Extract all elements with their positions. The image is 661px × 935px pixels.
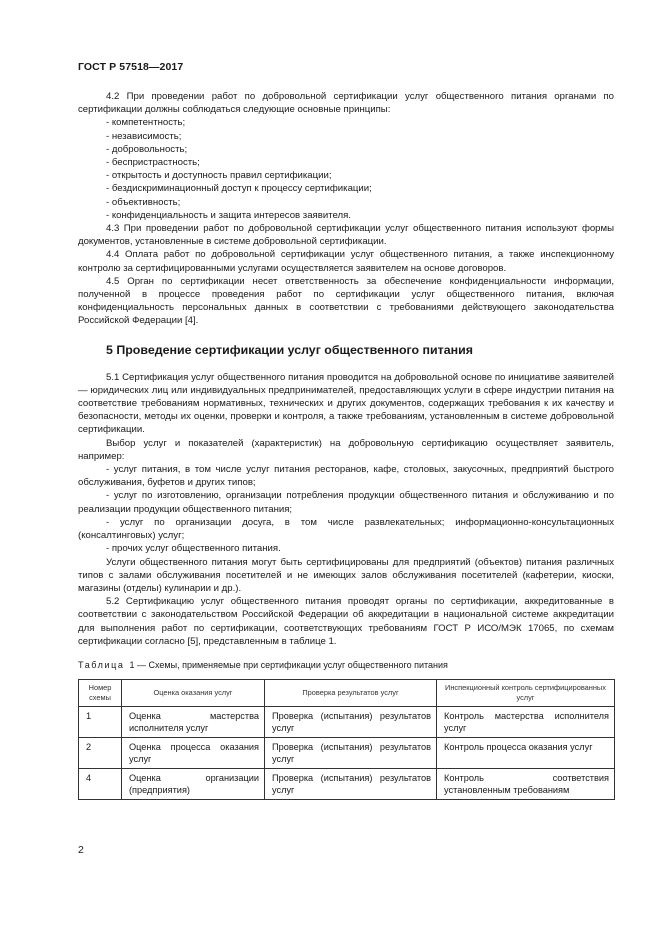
list-item: - объективность; [106,196,181,208]
list-item: - компетентность; [106,117,186,129]
document-header: ГОСТ Р 57518—2017 [78,61,184,73]
table-caption-word: Таблица [78,659,125,670]
table-cell: Оценка мастерства исполнителя услуг [122,707,265,738]
table-caption-text: 1 — Схемы, применяемые при сертификации услуг общественного питания [129,659,448,670]
header-cell: Номер схемы [79,680,122,707]
section-5-title: 5 Проведение сертификации услуг общественного питания [106,342,473,357]
table-row [79,738,615,769]
principles-list [78,116,614,222]
table-cell: Оценка организации (предприятия) [122,769,265,800]
paragraph-4-2: 4.2 При проведении работ по добровольной сертификации услуг общественного питания органами по сертификации должны соблюдаться следующие основные принципы: [78,91,614,116]
paragraph-4-3: 4.3 При проведении работ по добровольной сертификации услуг общественного питания используют формы документов, установленные в системе добровольной сертификации. [78,223,614,248]
paragraph-choice: Выбор услуг и показателей (характеристик) на добровольную сертификацию осуществляет заявитель, например: [78,437,614,462]
page-number: 2 [78,844,84,856]
header-cell: Оценка оказания услуг [122,680,265,707]
header-cell: Инспекционный контроль сертифицированных услуг [437,680,615,707]
table-cell: Оценка процесса оказания услуг [122,738,265,769]
table-cell: Проверка (испытания) результатов услуг [265,707,437,738]
paragraph-5-2: 5.2 Сертификацию услуг общественного питания проводят органы по сертификации, аккредитованные в соответствии с законодательством Российской Федерации об аккредитации в национальной системе аккредитации для выполнения работ по сертификации, соответствующих требованиям ГОСТ Р ИСО/МЭК 17065, по схемам сертификации согласно [5], представленным в таблице 1. [78,596,614,647]
table-row [79,769,615,800]
table-cell: 2 [79,738,122,769]
certification-schemes-table [78,679,615,800]
list-item: - услуг питания, в том числе услуг питания ресторанов, кафе, столовых, закусочных, предприятий быстрого обслуживания, буфетов и других типов; [78,464,614,489]
list-item: - прочих услуг общественного питания. [106,543,281,555]
list-item: - услуг по изготовлению, организации потребления продукции общественного питания и обслуживанию и по реализации продукции общественного питания; [78,490,614,515]
page-content [78,90,614,800]
table-cell: 1 [79,707,122,738]
paragraph-4-4: 4.4 Оплата работ по добровольной сертификации услуг общественного питания, а также инспекционному контролю за сертифицированными услугами осуществляется заявителем на основе договоров. [78,249,614,274]
list-item: - независимость; [106,130,182,142]
list-item: - бездискриминационный доступ к процессу сертификации; [106,183,372,195]
paragraph-5-1: 5.1 Сертификация услуг общественного питания проводится на добровольной основе по инициативе заявителей — юридических лиц или индивидуальных предпринимателей, предоставляющих услуги в сфере индустрии питания на соответствие требованиям нормативных, технических и других документов, содержащих требования к их качеству и безопасности, методы их оценки, проверки и контроля, а также требованиям, установленным в системе добровольной сертификации. [78,371,614,436]
list-item: - беспристрастность; [106,157,200,169]
table-cell: Проверка (испытания) результатов услуг [265,738,437,769]
list-item: - открытость и доступность правил сертификации; [106,170,332,182]
list-item: - услуг по организации досуга, в том числе развлекательных; информационно-консультационных (консалтинговых) услуг; [78,516,614,542]
table-cell: Контроль мастерства исполнителя услуг [437,707,615,738]
list-item: - конфиденциальность и защита интересов заявителя. [106,209,351,221]
table-cell: Контроль процесса оказания услуг [437,738,615,769]
table-cell: Проверка (испытания) результатов услуг [265,769,437,800]
table-cell: Контроль соответствия установленным требованиям [437,769,615,800]
table-row [79,707,615,738]
header-cell: Проверка результатов услуг [265,680,437,707]
table-caption [78,659,614,672]
paragraph-enterprises: Услуги общественного питания могут быть сертифицированы для предприятий (объектов) питания различных типов с залами обслуживания посетителей и не имеющих залов обслуживания посетителей (кафетерии, киоски, магазины (отделы) кулинарии и др.). [78,556,614,594]
list-item: - добровольность; [106,143,188,155]
paragraph-4-5: 4.5 Орган по сертификации несет ответственность за обеспечение конфиденциальности информации, полученной в процессе проведения работ по сертификации услуг общественного питания, включая конфиденциальность персональных данных в соответствии с требованиями действующего законодательства Российской Федерации [4]. [78,275,614,327]
table-header-row [79,680,615,707]
table-cell: 4 [79,769,122,800]
